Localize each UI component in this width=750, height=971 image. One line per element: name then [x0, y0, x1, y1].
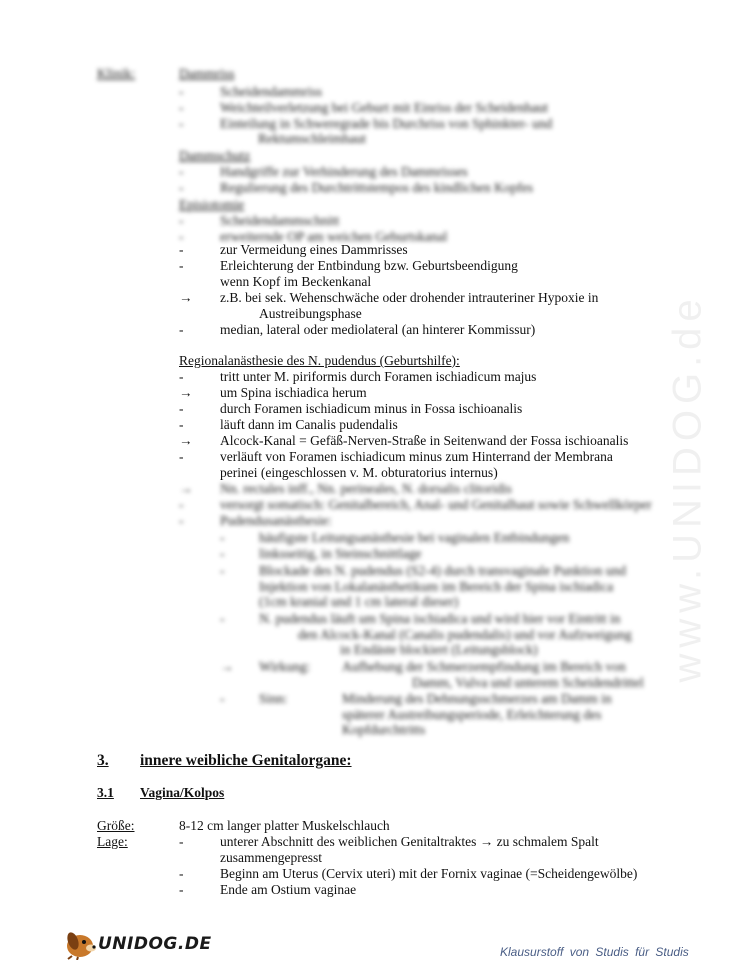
list-item: versorgt somatisch: Genitalbereich, Anal- und Genitalhaut sowie Schwellkörper — [220, 497, 652, 512]
list-item: Rektumschleimhaut — [258, 131, 366, 146]
dash: - — [179, 164, 184, 179]
list-item: zur Vermeidung eines Dammrisses — [220, 242, 408, 257]
list-item: Scheidendammschnitt — [220, 213, 340, 228]
dash: - — [179, 497, 184, 512]
groesse-label: Größe: — [97, 818, 135, 833]
arrow-bullet: → — [179, 290, 193, 305]
arrow-bullet: → — [179, 433, 193, 448]
list-item: Nn. rectales inff., Nn. perineales, N. dorsalis clitoridis — [220, 481, 512, 496]
list-item: Ende am Ostium vaginae — [220, 882, 357, 897]
lage-label: Lage: — [97, 834, 128, 849]
arrow-bullet: → — [179, 385, 193, 400]
dash: - — [179, 213, 184, 228]
dash: - — [179, 242, 184, 257]
list-item: Scheidendammriss — [220, 84, 322, 99]
list-item: Sinn: — [259, 691, 288, 706]
watermark-text: www.UNIDOG.de — [665, 293, 710, 683]
list-item: Minderung des Dehnungsschmerzes am Damm in — [342, 691, 612, 706]
pudendus-heading: Regionalanästhesie des N. pudendus (Geburtshilfe): — [179, 353, 460, 368]
dash: - — [179, 417, 184, 432]
list-item: häufigste Leitungsanästhesie bei vaginalen Entbindungen — [259, 530, 570, 545]
list-item: unterer Abschnitt des weiblichen Genitaltraktes → zu schmalem Spalt — [220, 834, 599, 849]
dash: - — [179, 369, 184, 384]
dash: - — [220, 563, 225, 578]
dash: - — [179, 449, 184, 464]
list-item: tritt unter M. piriformis durch Foramen ischiadicum majus — [220, 369, 537, 384]
dash: - — [179, 229, 184, 244]
dash: - — [220, 611, 225, 626]
list-item: Injektion von Lokalanästhetikum im Bereich der Spina ischiadica — [259, 579, 614, 594]
groesse-value: 8-12 cm langer platter Muskelschlauch — [179, 818, 390, 833]
dash: - — [179, 84, 184, 99]
dash: - — [179, 401, 184, 416]
list-item: durch Foramen ischiadicum minus in Fossa ischioanalis — [220, 401, 523, 416]
dash: - — [179, 882, 184, 897]
list-item: Einteilung in Schweregrade bis Durchriss von Sphinkter- und — [220, 116, 553, 131]
list-item: Erleichterung der Entbindung bzw. Geburtsbeendigung — [220, 258, 518, 273]
section-3-1-title: Vagina/Kolpos — [140, 785, 225, 800]
list-item: N. pudendus läuft um Spina ischiadica und wird hier vor Eintritt in — [259, 611, 621, 626]
list-item: Regulierung des Durchtrittstempos des kindlichen Kopfes — [220, 180, 534, 195]
list-item: späterer Austreibungsperiode, Erleichterung des — [342, 707, 602, 722]
list-item: Beginn am Uterus (Cervix uteri) mit der Fornix vaginae (=Scheidengewölbe) — [220, 866, 638, 881]
watermark — [665, 260, 710, 683]
arrow-bullet: → — [220, 659, 234, 674]
list-item: Weichteilverletzung bei Geburt mit Einriss der Scheidenhaut — [220, 100, 549, 115]
dash: - — [220, 546, 225, 561]
dash: - — [220, 691, 225, 706]
list-item: um Spina ischiadica herum — [220, 385, 367, 400]
dash: - — [179, 322, 184, 337]
dog-mascot-icon — [64, 926, 100, 960]
list-item: den Alcock-Kanal (Canalis pudendalis) und vor Aufzweigung — [298, 627, 632, 642]
list-item: median, lateral oder mediolateral (an hinterer Kommissur) — [220, 322, 536, 337]
list-item: Pudendusanästhesie: — [220, 513, 332, 528]
dammschutz-heading: Dammschutz — [179, 148, 251, 163]
list-item: erweiternde OP am weichen Geburtskanal — [220, 229, 448, 244]
list-item: linksseitig, in Steinschnittlage — [259, 546, 422, 561]
dash: - — [179, 513, 184, 528]
section-3-title: innere weibliche Genitalorgane: — [140, 752, 352, 769]
list-item: Austreibungsphase — [259, 306, 362, 321]
list-item: Aufhebung der Schmerzempfindung im Bereich von — [342, 659, 626, 674]
section-3-1-number: 3.1 — [97, 785, 114, 800]
unidog-logo — [64, 924, 212, 962]
list-item: wenn Kopf im Beckenkanal — [220, 274, 372, 289]
dammriss-heading: Dammriss — [179, 66, 235, 81]
list-item: Blockade des N. pudendus (S2-4) durch transvaginale Punktion und — [259, 563, 627, 578]
footer-tagline: Klausurstoff von Studis für Studis — [500, 945, 689, 959]
list-item: perinei (eingeschlossen v. M. obturatorius internus) — [220, 465, 498, 480]
list-item: z.B. bei sek. Wehenschwäche oder drohender intrauteriner Hypoxie in — [220, 290, 599, 305]
dash: - — [220, 530, 225, 545]
dash: - — [179, 180, 184, 195]
dash: - — [179, 100, 184, 115]
list-item: in Endäste blockiert (Leitungsblock) — [340, 642, 538, 657]
list-item: zusammengepresst — [220, 850, 322, 865]
klinik-label: Klinik: — [97, 66, 136, 81]
list-item: Handgriffe zur Verhinderung des Dammrisses — [220, 164, 468, 179]
list-item: verläuft von Foramen ischiadicum minus zum Hinterrand der Membrana — [220, 449, 613, 464]
dash: - — [179, 258, 184, 273]
list-item: Damm, Vulva und unterem Scheidendrittel — [412, 675, 644, 690]
dash: - — [179, 834, 184, 849]
arrow-bullet: → — [179, 481, 193, 496]
dash: - — [179, 116, 184, 131]
list-item: Alcock-Kanal = Gefäß-Nerven-Straße in Seitenwand der Fossa ischioanalis — [220, 433, 629, 448]
list-item: läuft dann im Canalis pudendalis — [220, 417, 398, 432]
dash: - — [179, 866, 184, 881]
logo-text: UNIDOG.DE — [98, 934, 212, 954]
list-item: Wirkung: — [259, 659, 311, 674]
list-item: Kopfdurchtritts — [342, 722, 426, 737]
section-3-number: 3. — [97, 752, 109, 769]
list-item: (1cm kranial und 1 cm lateral dieser) — [259, 594, 459, 609]
episiotomie-heading: Episiotomie — [179, 197, 245, 212]
